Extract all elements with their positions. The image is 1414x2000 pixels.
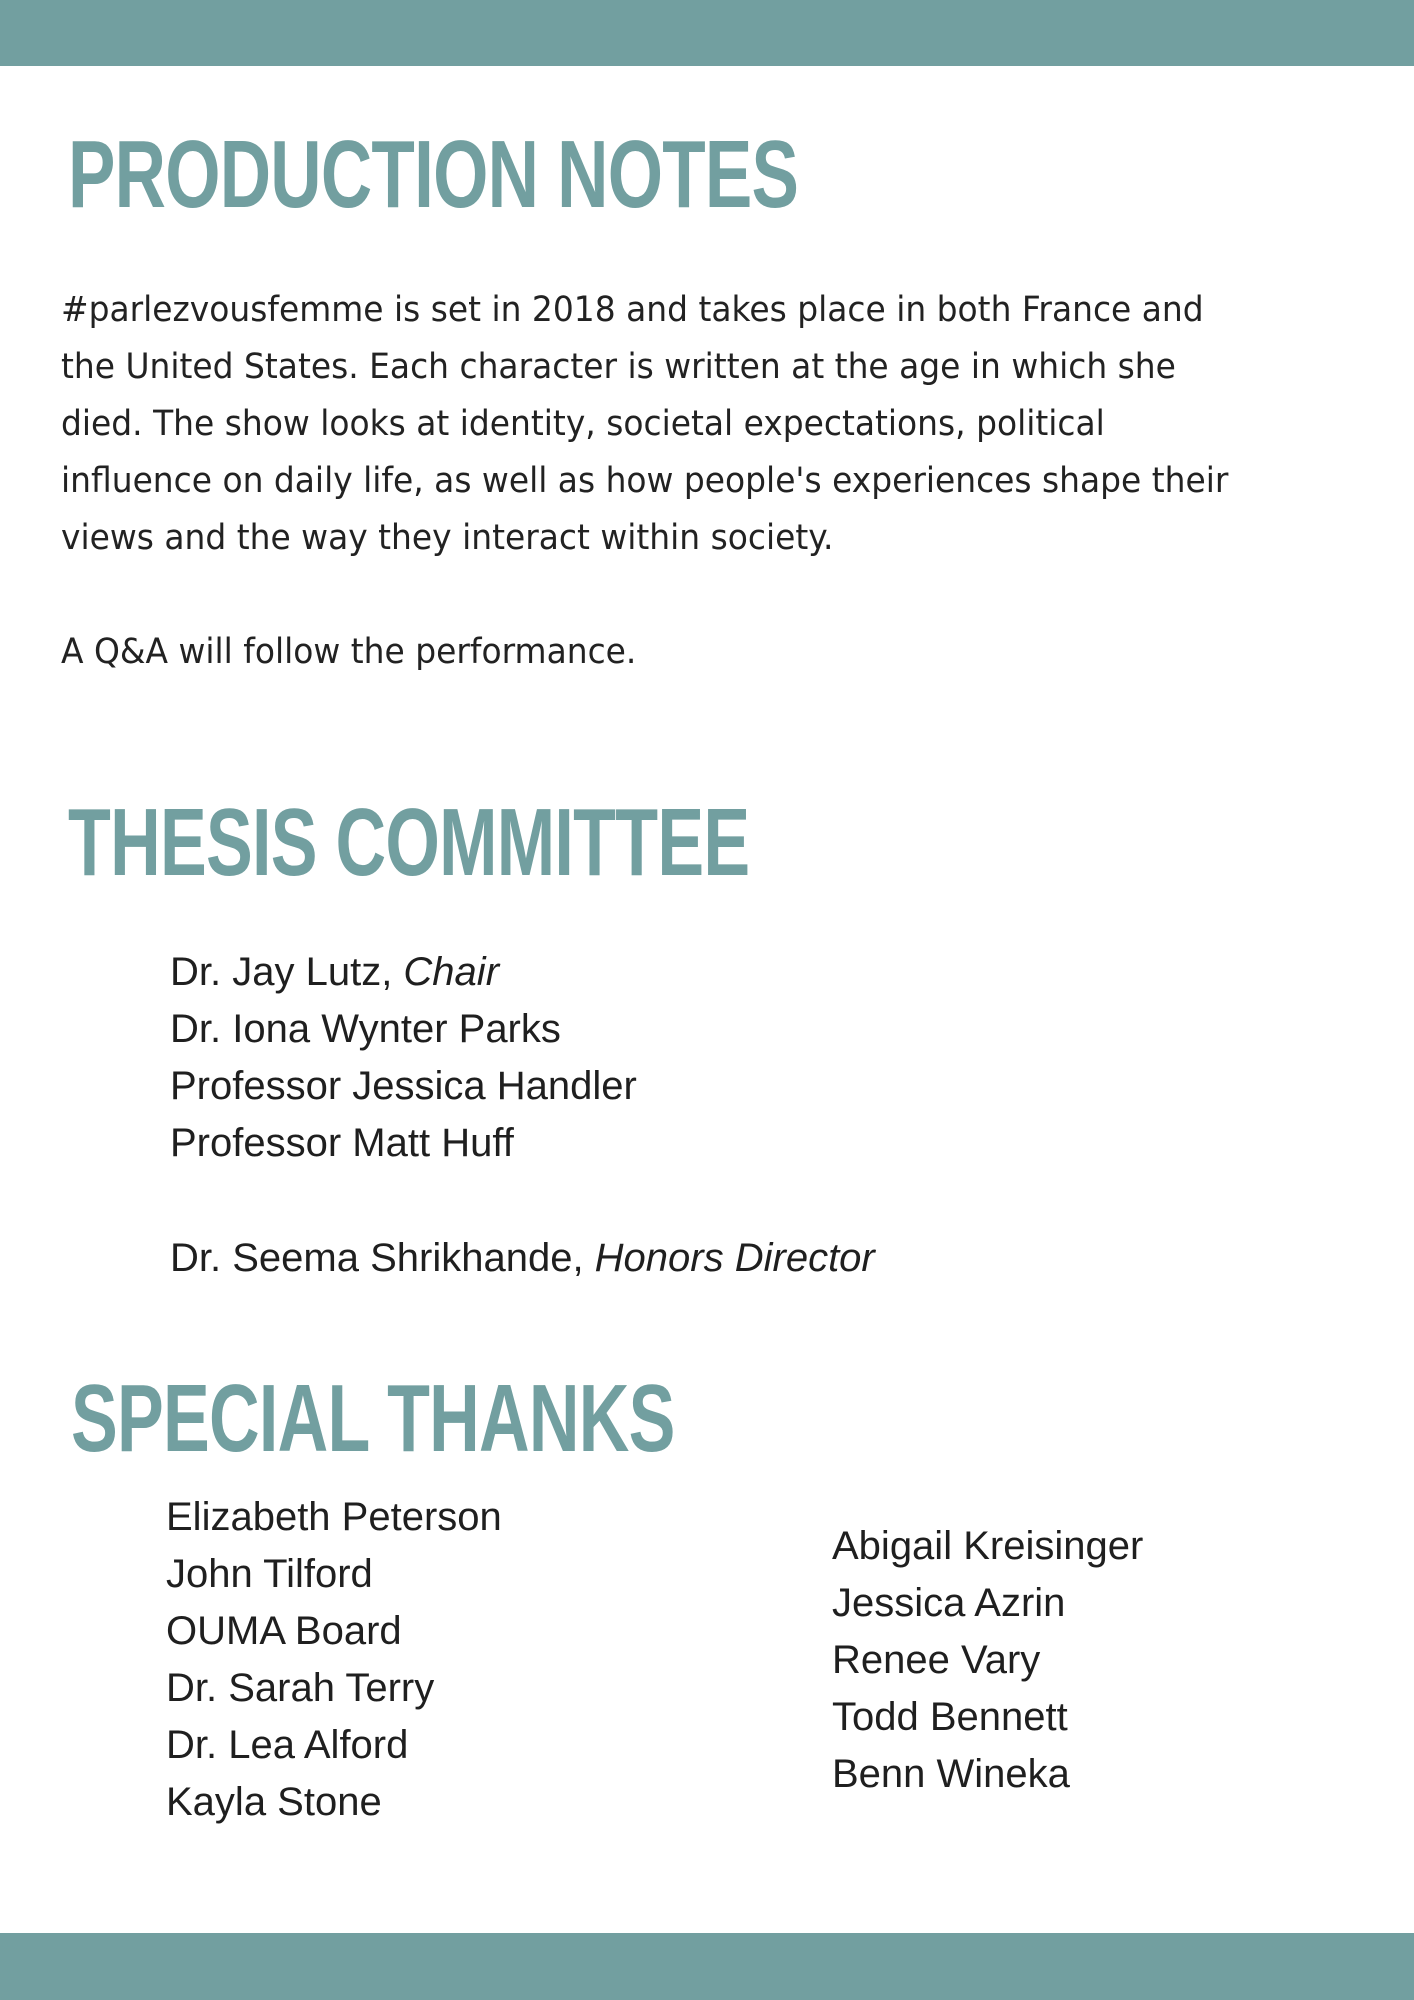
notes-line: the United States. Each character is written at the age in which she: [61, 347, 1176, 387]
thanks-list-right: [832, 1518, 1143, 1803]
thanks-name: Benn Wineka: [832, 1752, 1070, 1796]
thanks-name: Todd Bennett: [832, 1695, 1068, 1739]
committee-list: [170, 944, 637, 1172]
bottom-accent-bar: [0, 1933, 1414, 2000]
thanks-name: Abigail Kreisinger: [832, 1524, 1144, 1568]
production-notes-heading: PRODUCTION NOTES: [68, 121, 799, 228]
notes-line: #parlezvousfemme is set in 2018 and takes place in both France and: [61, 290, 1204, 330]
thanks-name: Jessica Azrin: [832, 1581, 1066, 1625]
thanks-name: OUMA Board: [166, 1609, 402, 1653]
special-thanks-heading: SPECIAL THANKS: [71, 1365, 675, 1472]
committee-member: [170, 944, 637, 1001]
member-role: Chair: [403, 950, 500, 994]
member-name: Professor Jessica Handler: [170, 1064, 637, 1108]
top-accent-bar: [0, 0, 1414, 66]
production-notes-paragraph: [61, 282, 1228, 567]
director-name: Dr. Seema Shrikhande,: [170, 1236, 595, 1280]
committee-member: [170, 1115, 637, 1172]
committee-member: [170, 1058, 637, 1115]
director-entry: [170, 1230, 875, 1287]
member-name: Dr. Iona Wynter Parks: [170, 1007, 561, 1051]
committee-member: [170, 1001, 637, 1058]
thanks-name: Kayla Stone: [166, 1780, 382, 1824]
member-name: Professor Matt Huff: [170, 1121, 514, 1165]
thanks-name: John Tilford: [166, 1552, 373, 1596]
notes-line: died. The show looks at identity, societal expectations, political: [61, 404, 1105, 444]
member-name: Dr. Jay Lutz,: [170, 950, 404, 994]
qa-note: A Q&A will follow the performance.: [61, 632, 637, 672]
thanks-name: Renee Vary: [832, 1638, 1041, 1682]
thanks-name: Dr. Sarah Terry: [166, 1666, 435, 1710]
thanks-name: Dr. Lea Alford: [166, 1723, 409, 1767]
honors-director: [170, 1230, 875, 1287]
notes-line: views and the way they interact within society.: [61, 518, 834, 558]
director-role: Honors Director: [594, 1236, 875, 1280]
notes-line: influence on daily life, as well as how people's experiences shape their: [61, 461, 1229, 501]
thesis-committee-heading: THESIS COMMITTEE: [68, 789, 750, 896]
thanks-list-left: [166, 1489, 502, 1831]
thanks-name: Elizabeth Peterson: [166, 1495, 502, 1539]
